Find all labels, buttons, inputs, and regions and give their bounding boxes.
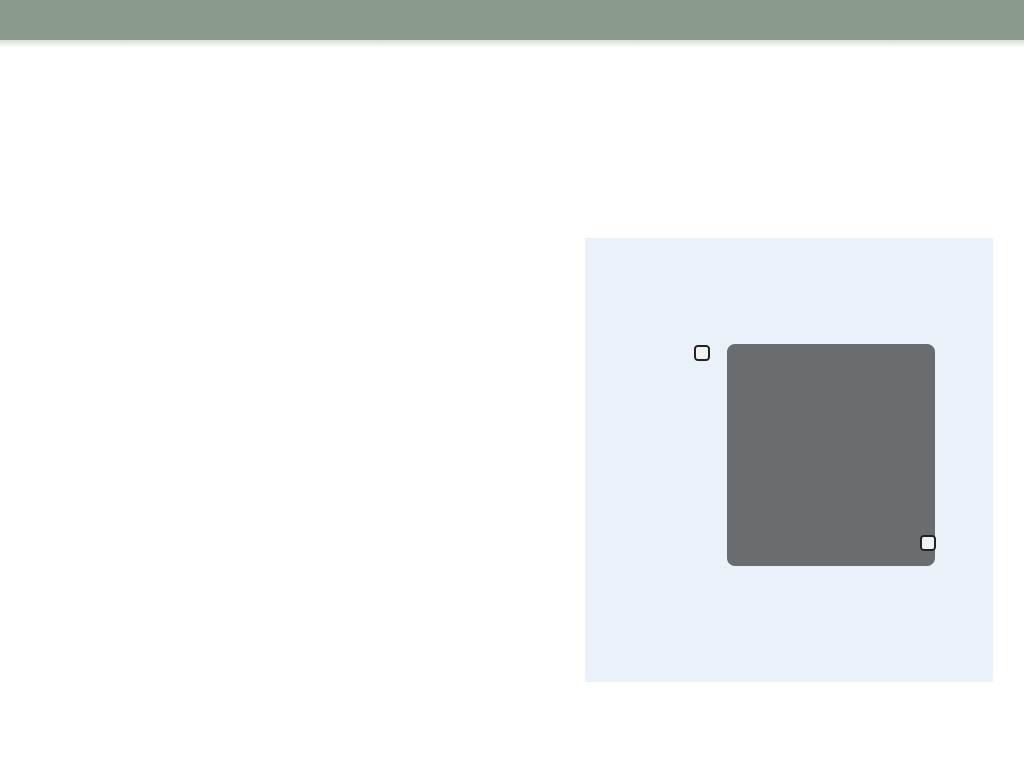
top-bar xyxy=(0,0,1024,40)
top-bar-shadow xyxy=(0,40,1024,48)
radiator-diagram xyxy=(585,238,993,682)
return-valve xyxy=(921,536,935,550)
radiator-shadow xyxy=(727,344,935,566)
diagram-svg xyxy=(585,238,993,682)
supply-valve xyxy=(695,346,709,360)
